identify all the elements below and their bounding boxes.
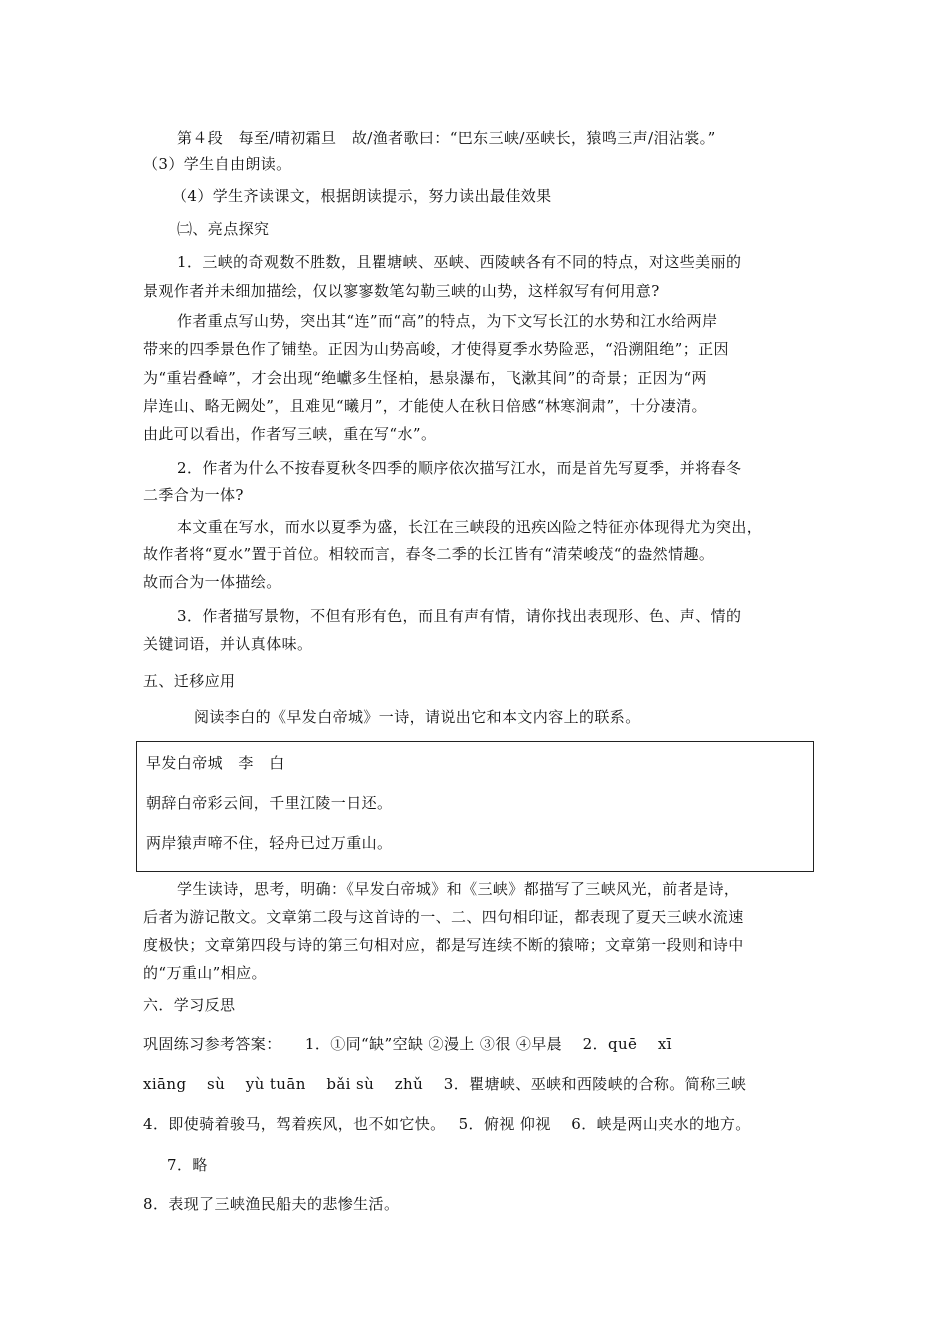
- answer-line: 本文重在写水，而水以夏季为盛，长江在三峡段的迅疾凶险之特征亦体现得尤为突出，: [177, 518, 763, 536]
- answer-line: 故作者将“夏水”置于首位。相较而言，春冬二季的长江皆有“清荣峻茂“的盎然情趣。: [143, 545, 715, 563]
- text-line: 阅读李白的《早发白帝城》一诗，请说出它和本文内容上的联系。: [194, 708, 641, 726]
- text-line: 第４段 每至/晴初霜旦 故/渔者歌曰：“巴东三峡/巫峡长，猿鸣三声/泪沾裳。”: [177, 129, 716, 147]
- section-heading: 五、迁移应用: [143, 672, 236, 690]
- question-line: 景观作者并未细加描绘，仅以寥寥数笔勾勒三峡的山势，这样叙写有何用意?: [143, 282, 660, 300]
- answer-line: 度极快；文章第四段与诗的第三句相对应，都是写连续不断的猿啼；文章第一段则和诗中: [143, 936, 744, 954]
- poem-line: 两岸猿声啼不住，轻舟已过万重山。: [146, 834, 393, 852]
- answer-line: 学生读诗，思考，明确：《早发白帝城》和《三峡》都描写了三峡风光，前者是诗，: [177, 880, 740, 898]
- answer-line: 为“重岩叠嶂”，才会出现“绝巘多生怪柏，悬泉瀑布，飞漱其间”的奇景；正因为“两: [143, 369, 707, 387]
- answer-line: 带来的四季景色作了铺垫。正因为山势高峻，才使得夏季水势险恶，“沿溯阻绝”；正因: [143, 340, 729, 358]
- answer-key-line: xiāng sù yù tuān bǎi sù zhǔ 3．瞿塘峡、巫峡和西陵峡的合称。简称三峡: [143, 1075, 747, 1093]
- answer-key-line: 7．略: [167, 1156, 208, 1174]
- text-line: （4）学生齐读课文，根据朗读提示，努力读出最佳效果: [172, 187, 552, 205]
- poem-box: [136, 741, 814, 872]
- question-line: 关键词语，并认真体味。: [143, 635, 313, 653]
- text-line: （3）学生自由朗读。: [143, 155, 292, 173]
- answer-key-line: 巩固练习参考答案： 1．①同“缺”空缺 ②漫上 ③很 ④早晨 2．quē xī: [143, 1035, 672, 1053]
- section-heading: ㈡、亮点探究: [177, 220, 270, 238]
- answer-line: 故而合为一体描绘。: [143, 573, 282, 591]
- question-line: 二季合为一体?: [143, 486, 244, 504]
- answer-line: 岸连山、略无阙处”，且难见“曦月”，才能使人在秋日倍感“林寒涧肃”，十分凄清。: [143, 397, 707, 415]
- answer-line: 的“万重山”相应。: [143, 964, 267, 982]
- answer-line: 由此可以看出，作者写三峡，重在写“水”。: [143, 425, 437, 443]
- section-heading: 六．学习反思: [143, 996, 236, 1014]
- poem-line: 朝辞白帝彩云间，千里江陵一日还。: [146, 794, 393, 812]
- question-line: 3．作者描写景物，不但有形有色，而且有声有情，请你找出表现形、色、声、情的: [177, 607, 742, 625]
- poem-title: 早发白帝城 李 白: [146, 754, 285, 772]
- question-line: 2．作者为什么不按春夏秋冬四季的顺序依次描写江水，而是首先写夏季，并将春冬: [177, 459, 742, 477]
- answer-line: 作者重点写山势，突出其“连”而“高”的特点，为下文写长江的水势和江水给两岸: [177, 312, 718, 330]
- answer-key-line: 4．即使骑着骏马，驾着疾风，也不如它快。 5．俯视 仰视 6．峡是两山夹水的地方。: [143, 1115, 751, 1133]
- question-line: 1．三峡的奇观数不胜数，且瞿塘峡、巫峡、西陵峡各有不同的特点，对这些美丽的: [177, 253, 742, 271]
- answer-key-line: 8．表现了三峡渔民船夫的悲惨生活。: [143, 1195, 400, 1213]
- answer-line: 后者为游记散文。文章第二段与这首诗的一、二、四句相印证，都表现了夏天三峡水流速: [143, 908, 744, 926]
